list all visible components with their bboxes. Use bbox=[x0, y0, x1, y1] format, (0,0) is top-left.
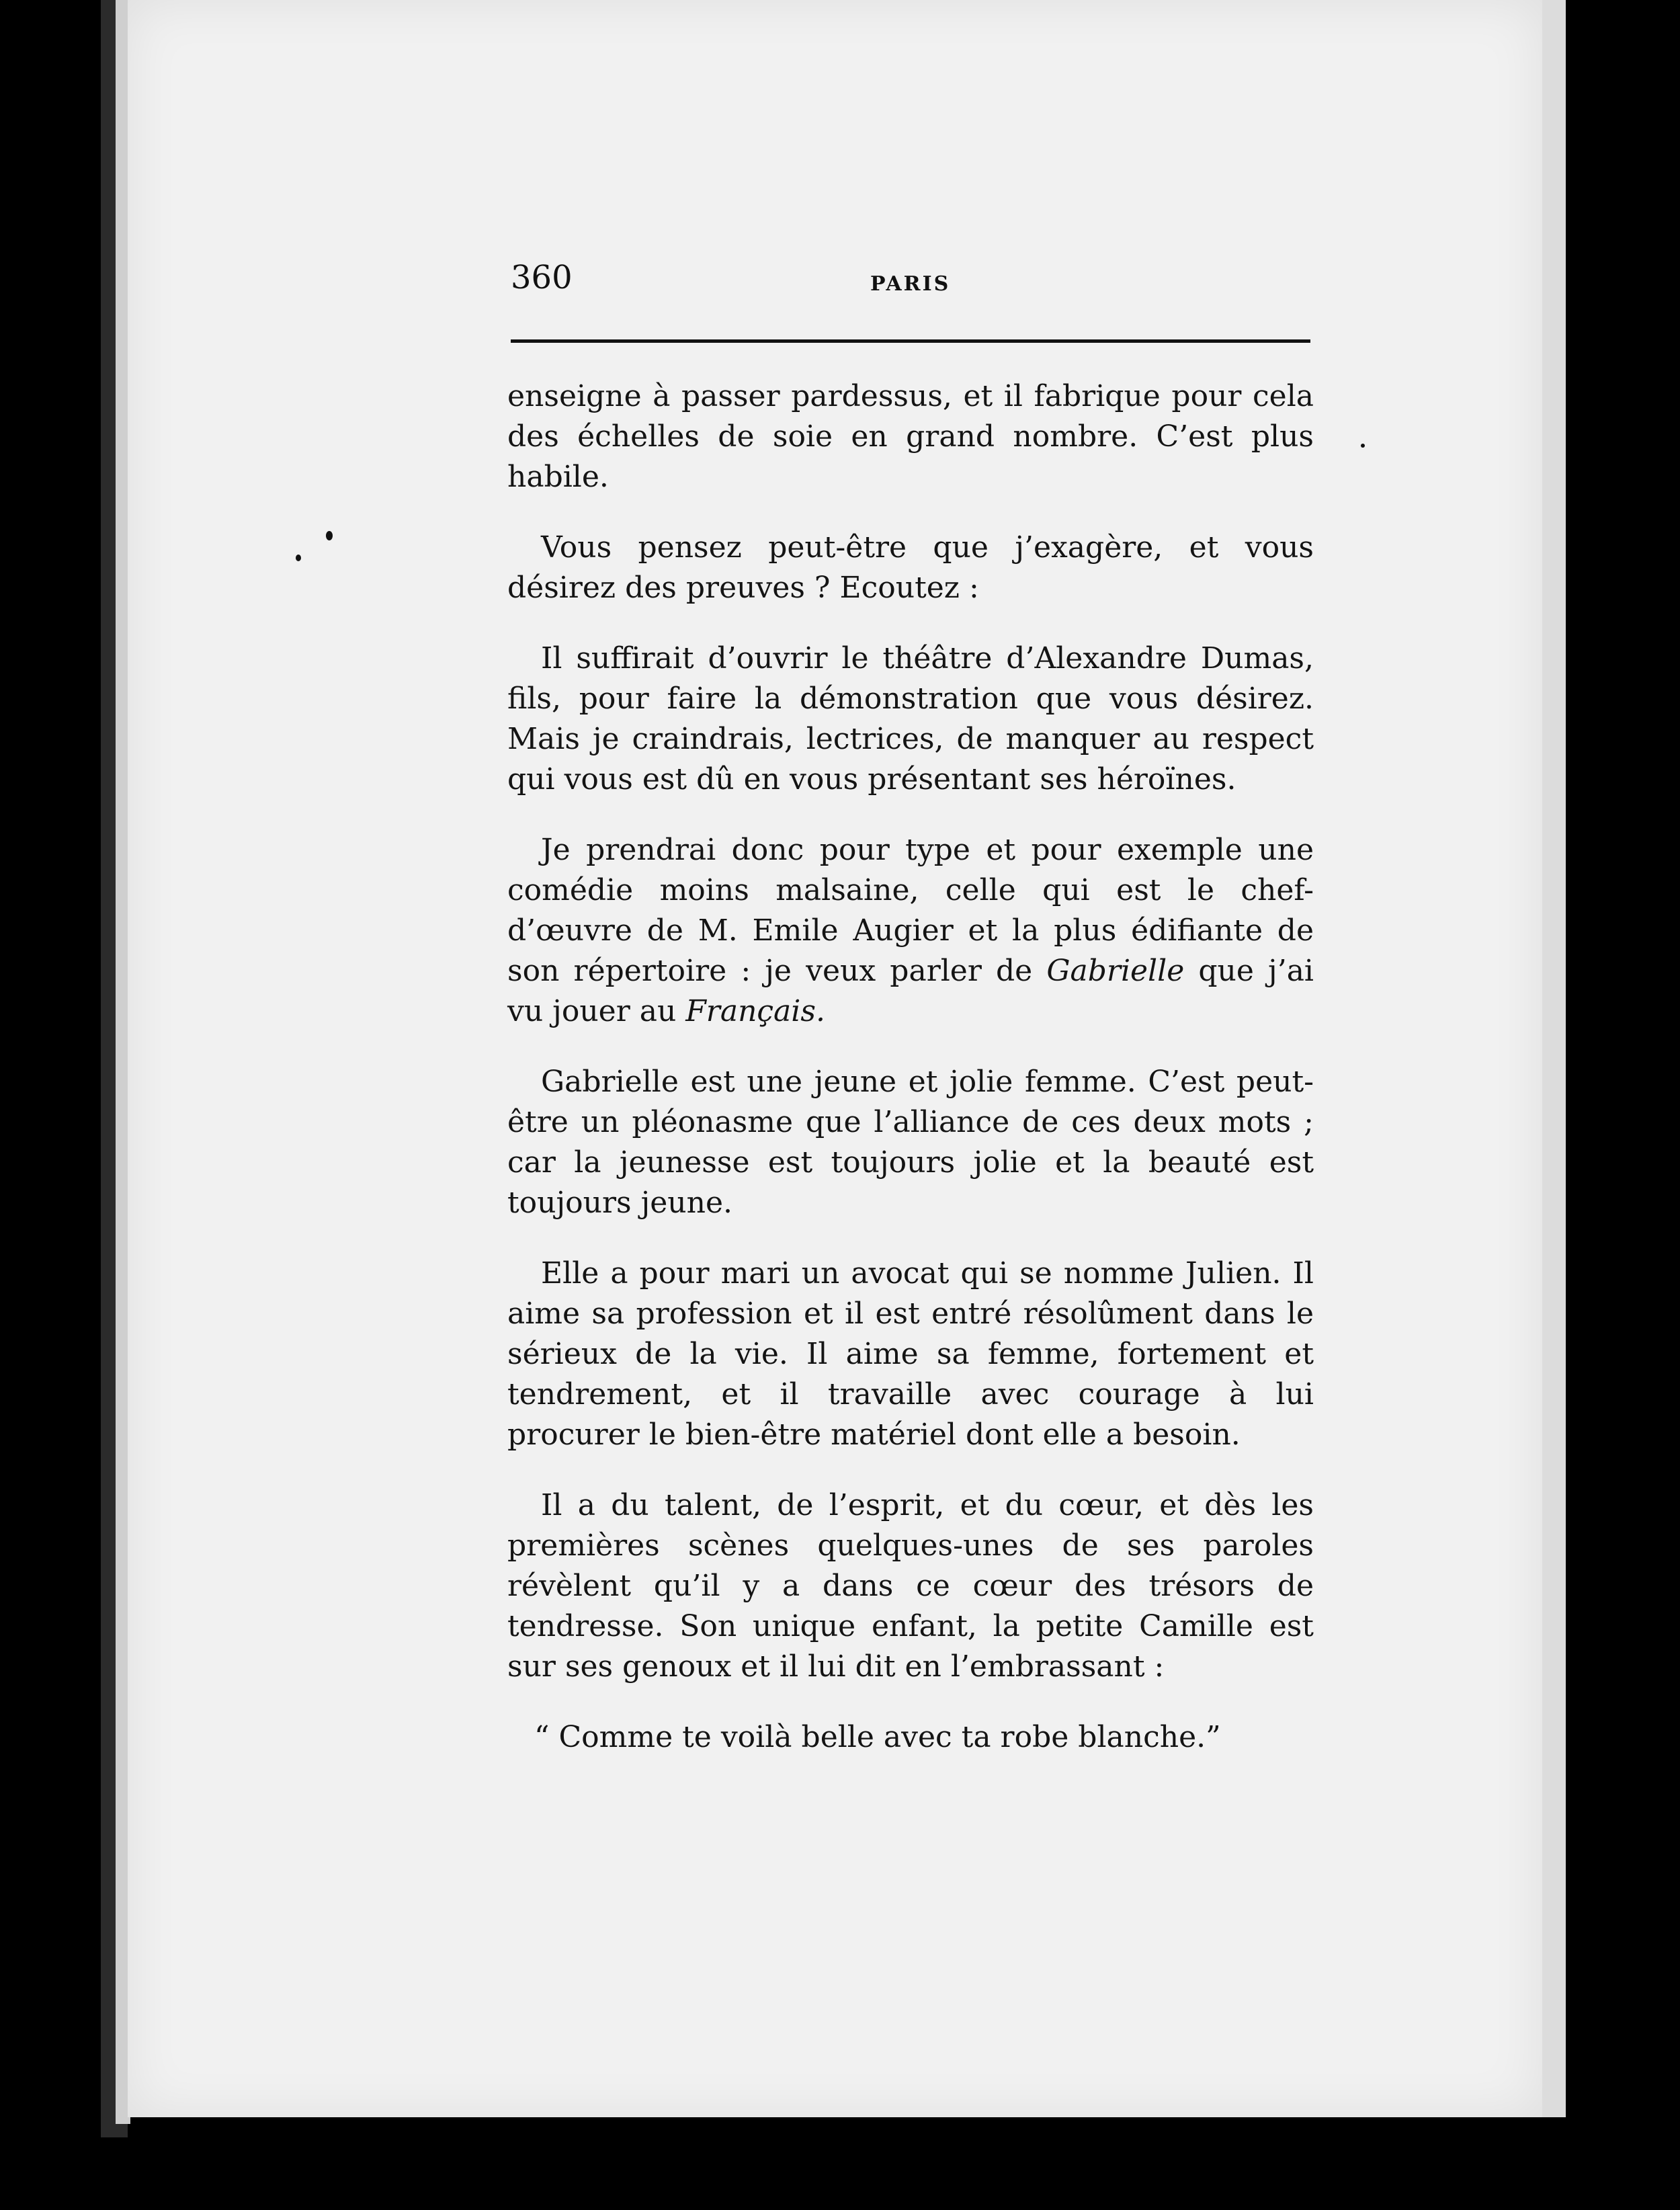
page-header bbox=[511, 259, 1310, 313]
paragraph: Elle a pour mari un avocat qui se nomme Julien. Il aime sa profession et il est entré résolûment dans le sérieux de la vie. Il aime sa femme, fortement et tendrement, et il travaille avec courage à lui procurer le bien-être matériel dont elle a besoin. bbox=[507, 1256, 1314, 1452]
quotation: “ Comme te voilà belle avec ta robe blanche.” bbox=[534, 1720, 1221, 1754]
page-number: 360 bbox=[511, 259, 573, 296]
italic-title: Français. bbox=[685, 994, 825, 1028]
scan-speck bbox=[326, 531, 333, 540]
italic-title: Gabrielle bbox=[1046, 954, 1185, 988]
scan-speck bbox=[296, 555, 301, 561]
paragraph: Gabrielle est une jeune et jolie femme. C’est peut-être un pléonasme que l’alliance de ces deux mots ; car la jeunesse est toujours jolie et la beauté est toujours jeune. bbox=[507, 1065, 1314, 1220]
scan-background-right bbox=[1566, 0, 1680, 2210]
paragraph: Il a du talent, de l’esprit, et du cœur, et dès les premières scènes quelques-unes de ses paroles révèlent qu’il y a dans ce cœur des trésors de tendresse. Son unique enfant, la petite Camille est sur ses genoux et il lui dit en l’embrassant : bbox=[507, 1488, 1314, 1684]
paragraph: enseigne à passer pardessus, et il fabrique pour cela des échelles de soie en grand nombre. C’est plus habile. bbox=[507, 379, 1314, 494]
scan-speck bbox=[1361, 444, 1365, 448]
body-text bbox=[507, 376, 1314, 1788]
paragraph-text: Je prendrai donc pour type et pour exemple une comédie moins malsaine, celle qui est le chef-d’œuvre de M. Emile Augier et la plus édifiante de son répertoire : je veux parler de bbox=[507, 833, 1314, 988]
header-rule bbox=[511, 339, 1310, 343]
paragraph: Il suffirait d’ouvrir le théâtre d’Alexandre Dumas, fils, pour faire la démonstration que vous désirez. Mais je craindrais, lectrices, de manquer au respect qui vous est dû en vous présentant ses héroïnes. bbox=[507, 641, 1314, 796]
paragraph: Vous pensez peut-être que j’exagère, et vous désirez des preuves ? Ecoutez : bbox=[507, 530, 1314, 605]
paragraph-text: que j’ai vu jouer au bbox=[507, 954, 1314, 1028]
running-title: PARIS bbox=[870, 272, 951, 296]
page-right-edge bbox=[1542, 0, 1566, 2117]
paragraph bbox=[507, 830, 1314, 1032]
